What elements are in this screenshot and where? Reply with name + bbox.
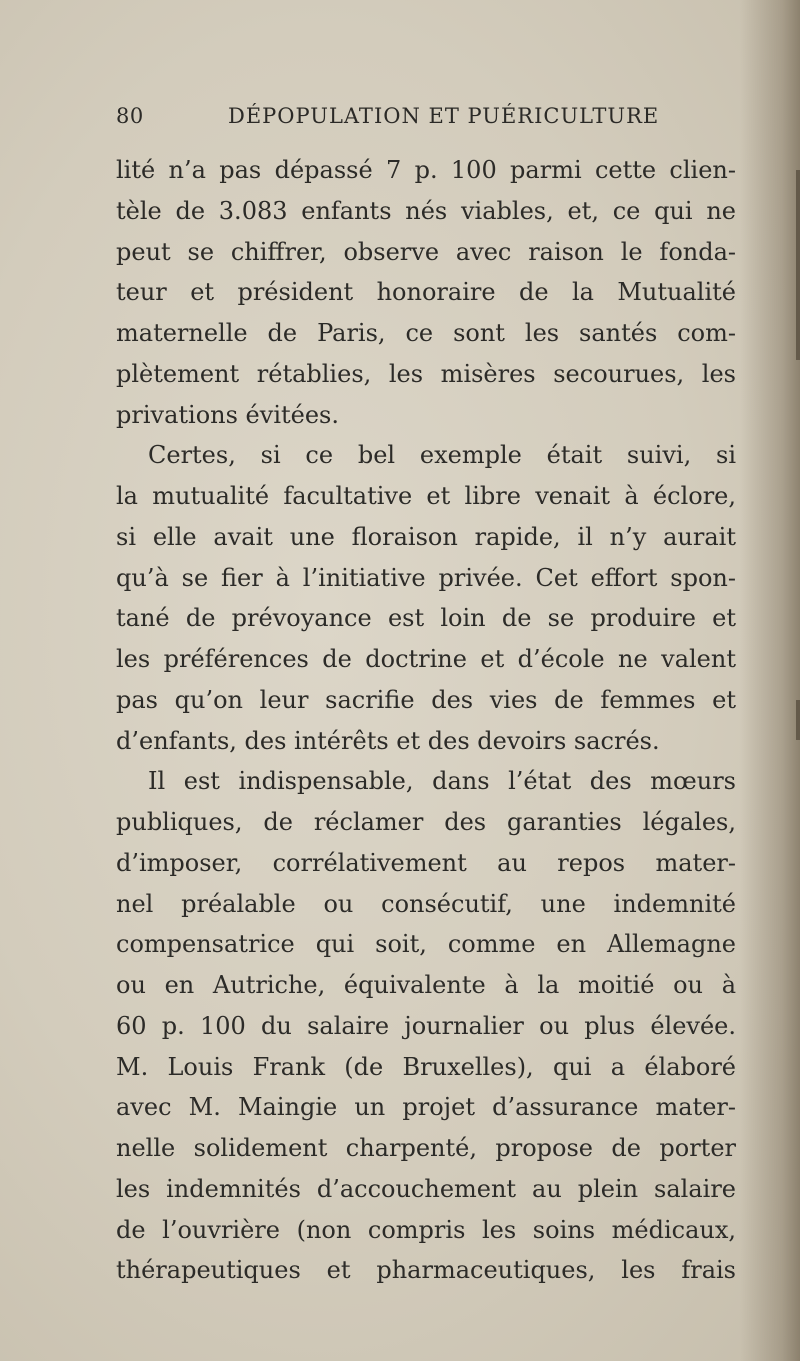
text-line: Certes, si ce bel exemple était suivi, si: [148, 441, 736, 470]
text-line: thérapeutiques et pharmaceutiques, les frais: [116, 1256, 736, 1285]
text-line: plètement rétablies, les misères secourues, les: [116, 359, 736, 388]
page-number: 80: [116, 104, 144, 128]
text-line: tané de prévoyance est loin de se produire et: [116, 604, 736, 633]
text-line: Il est indispensable, dans l’état des mœurs: [148, 767, 736, 796]
text-line: les préférences de doctrine et d’école ne valent: [116, 645, 736, 673]
text-line: privations évitées.: [116, 400, 339, 429]
text-line: publiques, de réclamer des garanties légales,: [116, 808, 736, 836]
text-line: M. Louis Frank (de Bruxelles), qui a élaboré: [116, 1052, 736, 1081]
text-line: lité n’a pas dépassé 7 p. 100 parmi cette clien-: [116, 156, 736, 184]
page-edge-mark: [796, 170, 800, 360]
text-line: de l’ouvrière (non compris les soins médicaux,: [116, 1215, 736, 1244]
text-line: qu’à se fier à l’initiative privée. Cet effort spon-: [116, 563, 736, 592]
text-line: avec M. Maingie un projet d’assurance mater-: [116, 1093, 736, 1122]
text-line: d’imposer, corrélativement au repos mater-: [116, 848, 736, 877]
text-line: nel préalable ou consécutif, une indemnité: [116, 889, 736, 918]
text-line: pas qu’on leur sacrifie des vies de femmes et: [116, 685, 736, 714]
running-title: DÉPOPULATION ET PUÉRICULTURE: [228, 104, 660, 128]
text-line: tèle de 3.083 enfants nés viables, et, ce qui ne: [116, 196, 736, 225]
text-line: teur et président honoraire de la Mutualité: [116, 278, 736, 307]
page-edge-mark: [796, 700, 800, 740]
text-line: les indemnités d’accouchement au plein salaire: [116, 1174, 736, 1203]
text-line: peut se chiffrer, observe avec raison le fonda-: [116, 237, 736, 266]
page-header: [116, 100, 736, 134]
text-line: maternelle de Paris, ce sont les santés com-: [116, 319, 736, 347]
text-line: d’enfants, des intérêts et des devoirs sacrés.: [116, 726, 660, 755]
text-line: si elle avait une floraison rapide, il n’y aurait: [116, 522, 736, 551]
text-line: la mutualité facultative et libre venait à éclore,: [116, 482, 736, 510]
body-text: [116, 150, 736, 1291]
text-line: compensatrice qui soit, comme en Allemagne: [116, 930, 736, 959]
text-line: nelle solidement charpenté, propose de porter: [116, 1134, 736, 1162]
text-line: ou en Autriche, équivalente à la moitié ou à: [116, 971, 736, 999]
text-line: 60 p. 100 du salaire journalier ou plus élevée.: [116, 1011, 736, 1040]
